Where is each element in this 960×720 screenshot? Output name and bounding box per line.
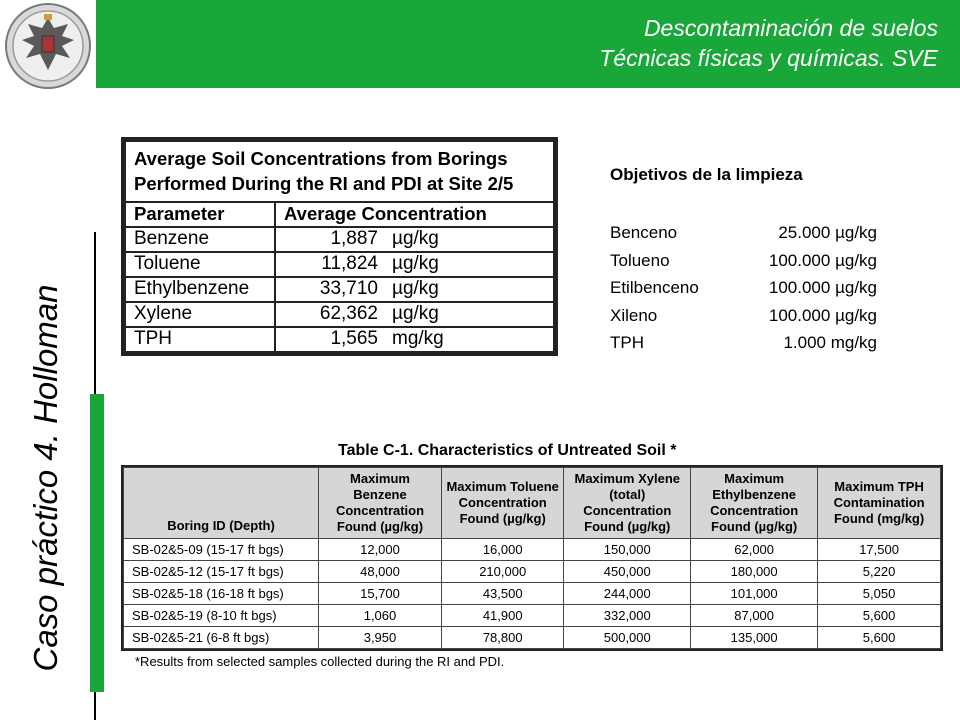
concentration-cell (275, 277, 554, 302)
table-row (124, 627, 941, 649)
concentration-unit: µg/kg (392, 253, 439, 275)
table2-caption: Table C-1. Characteristics of Untreated Soil * (338, 442, 677, 459)
objective-value: 100.000 µg/kg (768, 305, 877, 325)
table-header-row (124, 468, 941, 539)
table1-col-parameter: Parameter (125, 202, 275, 227)
logo-area (0, 0, 96, 92)
boring-id: SB-02&5-12 (15-17 ft bgs) (124, 561, 319, 583)
header-title-line1: Descontaminación de suelos (643, 15, 938, 41)
cleanup-objectives (610, 160, 877, 361)
table-row (124, 539, 941, 561)
objective-name: Xileno (610, 305, 658, 325)
tph-value: 17,500 (818, 539, 941, 561)
ethylbenzene-value: 87,000 (691, 605, 818, 627)
parameter-name: Xylene (125, 302, 275, 327)
concentration-cell (275, 327, 554, 352)
boring-id: SB-02&5-18 (16-18 ft bgs) (124, 583, 319, 605)
col-ethylbenzene: Maximum Ethylbenzene Concentration Found (µg/kg) (691, 468, 818, 539)
parameter-name: Toluene (125, 252, 275, 277)
benzene-value: 48,000 (319, 561, 442, 583)
table-row (125, 227, 554, 252)
objectives-title: Objetivos de la limpieza (610, 165, 803, 184)
parameter-name: TPH (125, 327, 275, 352)
objective-item (610, 278, 877, 306)
objective-name: Benceno (610, 223, 678, 242)
ethylbenzene-value: 101,000 (691, 583, 818, 605)
toluene-value: 16,000 (442, 539, 564, 561)
concentration-cell (275, 302, 554, 327)
table-row (124, 605, 941, 627)
side-title: Caso práctico 4. Holloman (27, 284, 64, 672)
benzene-value: 12,000 (319, 539, 442, 561)
xylene-value: 450,000 (564, 561, 691, 583)
untreated-soil-table (121, 465, 943, 651)
side-divider-top (94, 232, 96, 394)
parameter-name: Ethylbenzene (125, 277, 275, 302)
concentration-value: 33,710 (319, 278, 378, 300)
concentration-unit: µg/kg (392, 228, 439, 250)
concentration-value: 1,565 (330, 328, 378, 350)
benzene-value: 1,060 (319, 605, 442, 627)
toluene-value: 78,800 (442, 627, 564, 649)
university-crest-icon (4, 2, 92, 90)
table-row (125, 252, 554, 277)
concentration-value: 11,824 (321, 253, 378, 275)
table2-footnote: *Results from selected samples collected during the RI and PDI. (135, 654, 505, 669)
objective-item (610, 306, 877, 334)
col-tph: Maximum TPH Contamination Found (mg/kg) (818, 468, 941, 539)
benzene-value: 15,700 (319, 583, 442, 605)
objective-name: Tolueno (610, 250, 670, 270)
header-title-line2: Técnicas físicas y químicas. SVE (599, 45, 938, 71)
objective-item (610, 333, 877, 361)
concentration-value: 62,362 (319, 303, 378, 325)
average-concentrations-table (121, 137, 558, 356)
table-row (124, 583, 941, 605)
benzene-value: 3,950 (319, 627, 442, 649)
boring-id: SB-02&5-19 (8-10 ft bgs) (124, 605, 319, 627)
objective-value: 1.000 mg/kg (783, 333, 877, 352)
xylene-value: 244,000 (564, 583, 691, 605)
concentration-cell (275, 252, 554, 277)
table-row (125, 327, 554, 352)
col-boring-id: Boring ID (Depth) (124, 468, 319, 539)
xylene-value: 150,000 (564, 539, 691, 561)
objective-item (610, 223, 877, 251)
table-row (125, 302, 554, 327)
concentration-unit: µg/kg (392, 303, 439, 325)
concentration-unit: mg/kg (392, 328, 444, 350)
toluene-value: 41,900 (442, 605, 564, 627)
side-divider-bottom (94, 692, 96, 720)
boring-id: SB-02&5-21 (6-8 ft bgs) (124, 627, 319, 649)
tph-value: 5,220 (818, 561, 941, 583)
objective-name: TPH (610, 333, 644, 352)
objective-item (610, 251, 877, 279)
toluene-value: 210,000 (442, 561, 564, 583)
tph-value: 5,600 (818, 605, 941, 627)
objective-value: 100.000 µg/kg (768, 250, 877, 270)
concentration-cell (275, 227, 554, 252)
table1-title-line2: Performed During the RI and PDI at Site 2/5 (134, 173, 514, 195)
boring-id: SB-02&5-09 (15-17 ft bgs) (124, 539, 319, 561)
ethylbenzene-value: 180,000 (691, 561, 818, 583)
objective-value: 100.000 µg/kg (768, 278, 877, 297)
table1-col-average: Average Concentration (275, 202, 554, 227)
ethylbenzene-value: 62,000 (691, 539, 818, 561)
objective-value: 25.000 µg/kg (778, 223, 877, 242)
objective-name: Etilbenceno (610, 278, 699, 297)
tph-value: 5,600 (818, 627, 941, 649)
table-row (125, 277, 554, 302)
table1-title-line1: Average Soil Concentrations from Borings (134, 148, 508, 170)
table1-title (125, 141, 554, 202)
concentration-unit: µg/kg (392, 278, 439, 300)
side-accent-bar (90, 394, 104, 692)
table-row (124, 561, 941, 583)
xylene-value: 500,000 (564, 627, 691, 649)
col-xylene: Maximum Xylene (total) Concentration Found (µg/kg) (564, 468, 691, 539)
ethylbenzene-value: 135,000 (691, 627, 818, 649)
parameter-name: Benzene (125, 227, 275, 252)
tph-value: 5,050 (818, 583, 941, 605)
col-toluene: Maximum Toluene Concentration Found (µg/kg) (442, 468, 564, 539)
toluene-value: 43,500 (442, 583, 564, 605)
xylene-value: 332,000 (564, 605, 691, 627)
title-banner (96, 0, 960, 88)
col-benzene: Maximum Benzene Concentration Found (µg/kg) (319, 468, 442, 539)
concentration-value: 1,887 (330, 228, 378, 250)
slide-header (0, 0, 960, 92)
